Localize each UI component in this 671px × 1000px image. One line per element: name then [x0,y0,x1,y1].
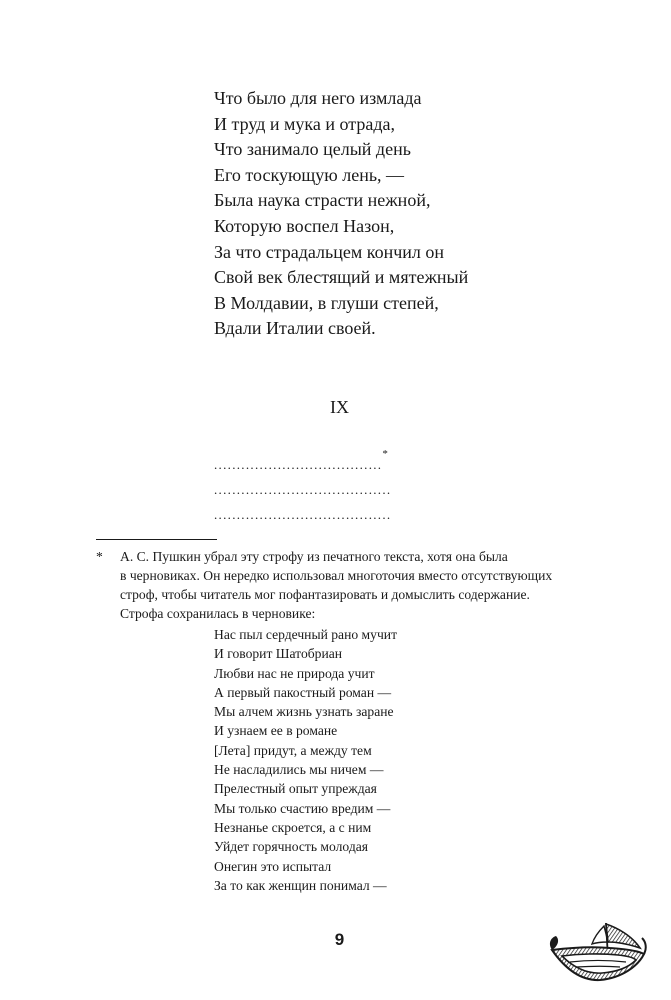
dot-line: ....................................... [214,482,392,497]
footnote-marker: * [96,549,103,564]
draft-line: Нас пыл сердечный рано мучит [214,627,398,642]
poem-line: В Молдавии, в глуши степей, [214,292,439,313]
draft-line: Уйдет горячность молодая [214,839,369,855]
footnote-reference[interactable]: * [382,448,388,460]
footnote-draft-stanza [214,625,397,895]
poem-line: За что страдальцем кончил он [214,241,445,262]
dot-line [214,448,391,477]
draft-line: Прелестный опыт упреждая [214,781,377,797]
footnote-line: А. С. Пушкин убрал эту строфу из печатного текста, хотя она была [120,549,508,564]
omitted-stanza-dots [214,448,392,527]
poem-line: Была наука страсти нежной, [214,190,431,211]
poem-stanza [214,86,468,342]
dot-line-text: ..................................... [214,457,383,472]
draft-line: И говорит Шатобриан [214,646,343,662]
poem-line: Что занимало целый день [214,139,411,160]
poem-line: Что было для него измлада [214,88,422,108]
draft-line: Незнанье скроется, а с ним [214,819,372,835]
dot-line: ....................................... [214,507,392,522]
poem-line: Его тоскующую лень, — [214,164,405,185]
footnote-divider [96,539,217,540]
footnote [96,547,616,623]
boat-ornament-icon [548,918,648,988]
poem-line: Вдали Италии своей. [214,318,376,339]
footnote-text [120,547,616,623]
poem-line: Свой век блестящий и мятежный [214,267,469,288]
footnote-line: в черновиках. Он нередко использовал многоточия вместо отсутствующих [120,568,553,583]
draft-line: Мы только счастию вредим — [214,800,391,816]
draft-line: Не насладились мы ничем — [214,762,384,778]
draft-line: Любви нас не природа учит [214,665,375,681]
draft-line: Онегин это испытал [214,858,332,874]
draft-line: [Лета] придут, а между тем [214,742,372,758]
draft-line: А первый пакостный роман — [214,684,392,700]
footnote-line: Строфа сохранилась в черновике: [120,606,316,621]
poem-line: И труд и мука и отрада, [214,113,395,134]
draft-line: За то как женщин понимал — [214,877,387,893]
draft-line: Мы алчем жизнь узнать заране [214,704,394,720]
stanza-number: IX [330,397,349,417]
footnote-line: строф, чтобы читатель мог пофантазировать и домыслить содержание. [120,587,530,602]
poem-line: Которую воспел Назон, [214,215,395,236]
page-number: 9 [334,930,345,949]
draft-line: И узнаем ее в романе [214,723,338,739]
